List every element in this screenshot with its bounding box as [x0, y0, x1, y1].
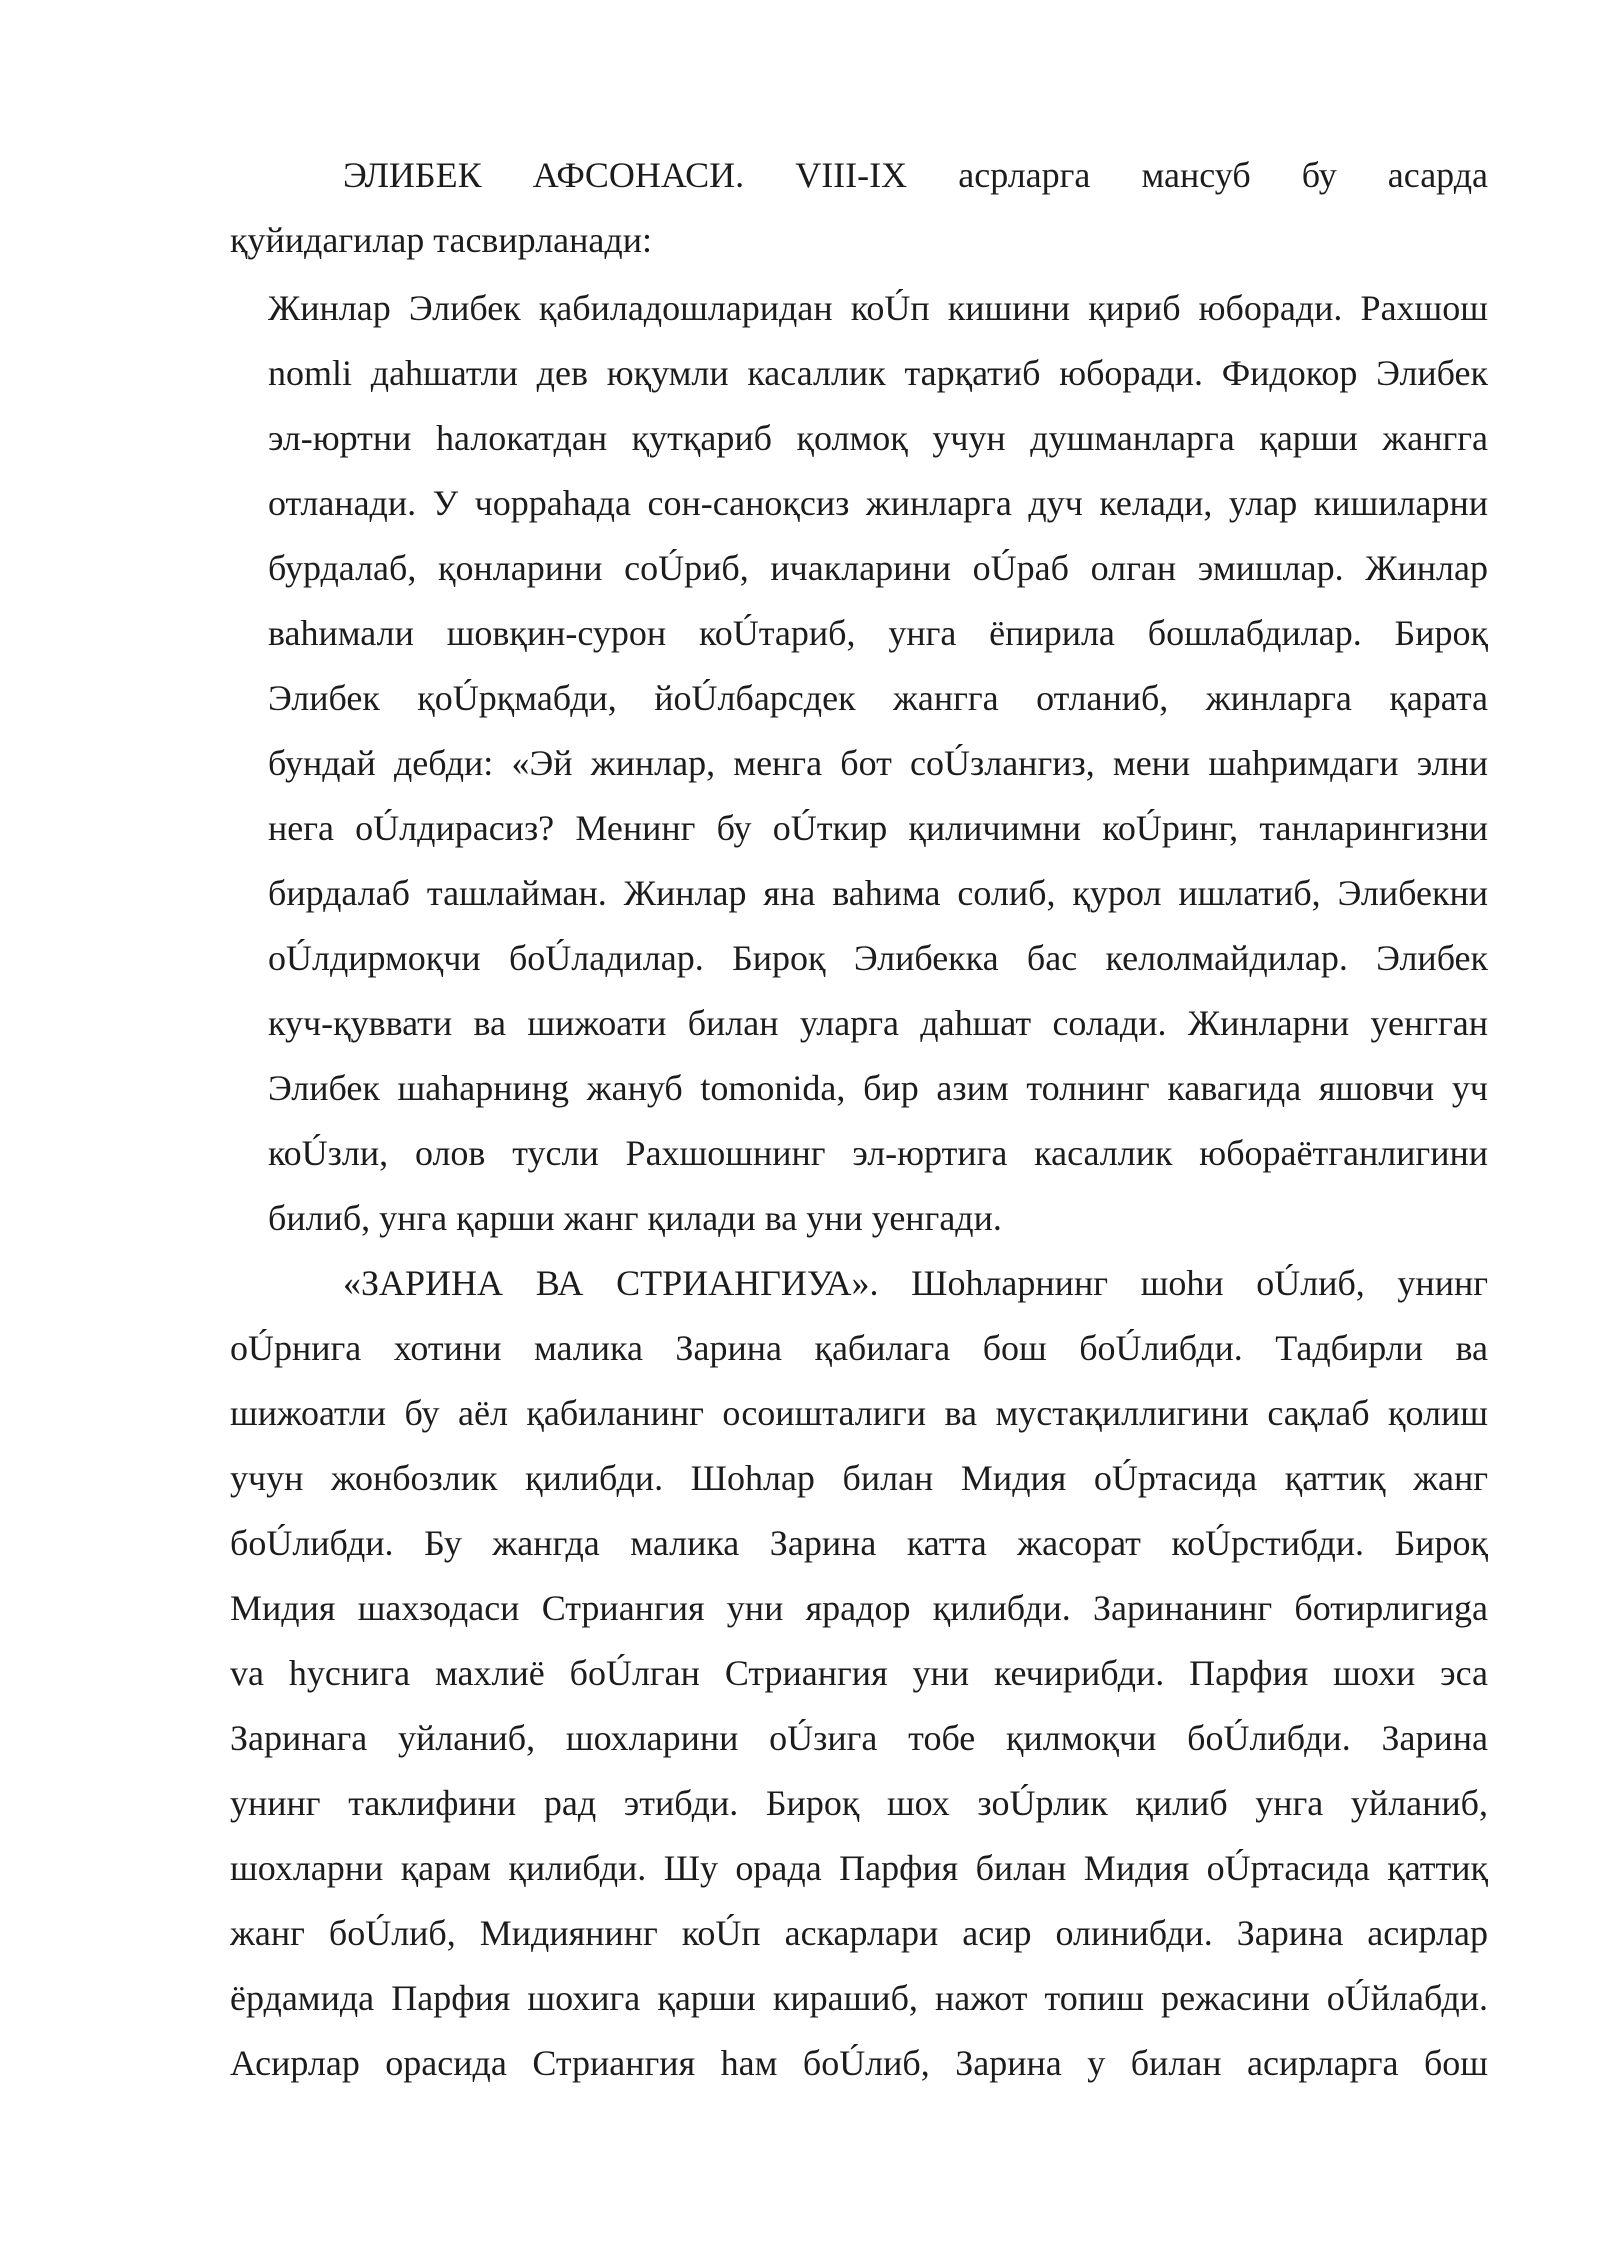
text-line: нега оÚлдирасиз? Менинг бу оÚткир қиличимни коÚринг, танларингизни	[268, 808, 1488, 848]
text-line: Жинлар Элибек қабиладошларидан коÚп кишини қириб юборади. Рахшош	[268, 288, 1488, 328]
text-line: ёрдамида Парфия шохига қарши кирашиб, нажот топиш режасини оÚйлабди.	[230, 1978, 1488, 2018]
text-line: шохларни қарам қилибди. Шу орада Парфия билан Мидия оÚртасида қаттиқ	[230, 1848, 1488, 1888]
text-line: ваhимали шовқин-сурон коÚтариб, унга ёпирила бошлабдилар. Бироқ	[268, 613, 1488, 653]
text-line: ЭЛИБЕК АФСОНАСИ. VIII-IX асрларга мансуб бу асарда	[343, 155, 1488, 195]
text-line: Асирлар орасида Стриангия hам боÚлиб, Зарина у билан асирларга бош	[230, 2043, 1488, 2083]
text-line: бундай дебди: «Эй жинлар, менга бот соÚзлангиз, мени шаhримдаги элни	[268, 743, 1488, 783]
text-line: Элибек шаhарнинg жануб tomonida, бир азим толнинг кавагида яшовчи уч	[268, 1068, 1488, 1108]
paragraph-zarina	[230, 1251, 1488, 2096]
text-line: Мидия шахзодаси Стриангия уни ярадор қилибди. Заринанинг ботирлигиga	[230, 1588, 1488, 1628]
text-line: эл-юртни hалокатдан қутқариб қолмоқ учун душманларга қарши жангга	[268, 418, 1488, 458]
text-line: nomli даhшатли дев юқумли касаллик тарқатиб юборади. Фидокор Элибек	[268, 353, 1488, 393]
text-line: боÚлибди. Бу жангда малика Зарина катта жасорат коÚрстибди. Бироқ	[230, 1523, 1488, 1563]
text-line: отланади. У чорраhада сон-саноқсиз жинларга дуч келади, улар кишиларни	[268, 483, 1488, 523]
text-line: қуйидагилар тасвирланади:	[230, 220, 652, 260]
text-line: жанг боÚлиб, Мидиянинг коÚп аскарлари асир олинибди. Зарина асирлар	[230, 1913, 1488, 1953]
text-line: оÚлдирмоқчи боÚладилар. Бироқ Элибекка бас келолмайдилар. Элибек	[268, 938, 1488, 978]
text-line: Элибек қоÚрқмабди, йоÚлбарсдек жангга отланиб, жинларга қарата	[268, 678, 1488, 718]
text-line: «ЗАРИНА ВА СТРИАНГИУА». Шоhларнинг шоhи оÚлиб, унинг	[343, 1263, 1488, 1303]
text-line: коÚзли, олов тусли Рахшошнинг эл-юртига касаллик юбораётганлигини	[268, 1133, 1488, 1173]
text-line: билиб, унга қарши жанг қилади ва уни уенгади.	[268, 1198, 1002, 1238]
text-line: учун жонбозлик қилибди. Шоhлар билан Мидия оÚртасида қаттиқ жанг	[230, 1458, 1488, 1498]
paragraph-elibek-story	[268, 276, 1488, 1251]
text-line: куч-қуввати ва шижоати билан уларга даhшат солади. Жинларни уенгган	[268, 1003, 1488, 1043]
paragraph-elibek-heading	[230, 143, 1488, 273]
text-line: va hуснига махлиё боÚлган Стриангия уни кечирибди. Парфия шохи эса	[230, 1653, 1488, 1693]
text-line: унинг таклифини рад этибди. Бироқ шох зоÚрлик қилиб унга уйланиб,	[230, 1783, 1488, 1823]
text-line: Заринага уйланиб, шохларини оÚзига тобе қилмоқчи боÚлибди. Зарина	[230, 1718, 1488, 1758]
text-line: оÚрнига хотини малика Зарина қабилага бош боÚлибди. Тадбирли ва	[230, 1328, 1488, 1368]
text-line: бирдалаб ташлайман. Жинлар яна ваhима солиб, қурол ишлатиб, Элибекни	[268, 873, 1488, 913]
text-line: бурдалаб, қонларини соÚриб, ичакларини оÚраб олган эмишлар. Жинлар	[268, 548, 1488, 588]
text-line: шижоатли бу аёл қабиланинг осоишталиги ва мустақиллигини сақлаб қолиш	[230, 1393, 1488, 1433]
